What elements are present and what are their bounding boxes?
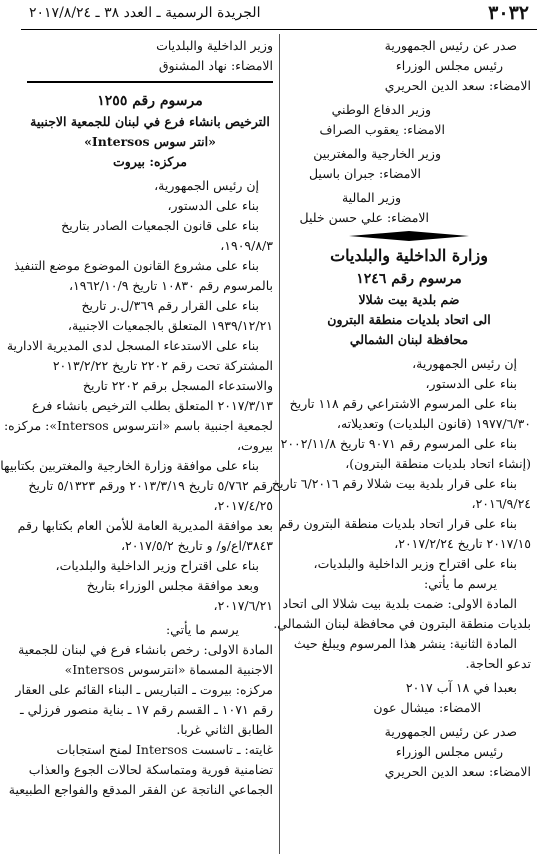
paragraph-line: بناء على مشروع القانون الموضوع موضع التنفيذ <box>14 258 259 273</box>
signature-line: رئيس مجلس الوزراء <box>395 744 503 759</box>
paragraph-line: ٢٠١٧/٦/٢١، <box>213 598 273 613</box>
paragraph-line: رقم ٥/٧٦٢ تاريخ ٢٠١٣/٣/١٩ ورقم ٥/١٣٢٣ تاريخ <box>28 478 273 493</box>
paragraph-line: (إنشاء اتحاد بلديات منطقة البترون)، <box>345 456 531 471</box>
decrees-line: يرسم ما يأتي: <box>165 622 239 637</box>
decree-subtitle: «انتر سوس Intersos» <box>84 134 216 149</box>
separator-ornament <box>287 228 531 244</box>
paragraph-line: ٣٨٤٣/اع/و/ و تاريخ ٢٠١٧/٥/٢، <box>120 538 273 553</box>
paragraph-line: بناء على المرسوم الاشتراعي رقم ١١٨ تاريخ <box>289 396 517 411</box>
paragraph-line: بناء على المرسوم رقم ٩٠٧١ تاريخ ٢٠٠٢/١١/٨ <box>280 436 517 451</box>
paragraph-line: بناء على قانون الجمعيات الصادر بتاريخ <box>61 218 259 233</box>
gazette-title: الجريدة الرسمية ـ العدد ٣٨ ـ ٢٠١٧/٨/٢٤ <box>29 5 261 21</box>
signature-line: صدر عن رئيس الجمهورية <box>384 724 517 739</box>
decree-subtitle: مركزه: بيروت <box>113 154 187 169</box>
paragraph-line: ٢٠١٧/٣/١٣ المتعلق بطلب الترخيص بانشاء فرع <box>31 398 273 413</box>
column-divider <box>279 34 280 854</box>
article-line: الطابق الثاني غربا. <box>176 722 273 737</box>
signature-line: الامضاء: نهاد المشنوق <box>158 58 273 73</box>
signature-line: وزير المالية <box>341 190 401 205</box>
separator-rule <box>27 81 273 83</box>
signature-line: الامضاء: سعد الدين الحريري <box>384 78 531 93</box>
paragraph-line: بالمرسوم رقم ١٠٨٣٠ تاريخ ١٩٦٢/١٠/٩، <box>68 278 273 293</box>
signature-line: وزير الداخلية والبلديات <box>156 38 273 53</box>
article-line: رقم ١٠٧١ ـ القسم رقم ١٧ ـ بناية منصور فرزلي ـ <box>20 702 273 717</box>
paragraph-line: بناء على الاستدعاء المسجل لدى المديرية الادارية <box>6 338 259 353</box>
date-line: بعبدا في ١٨ آب ٢٠١٧ <box>405 680 517 695</box>
paragraph-line: ٢٠١٦/٩/٢٤، <box>471 496 531 511</box>
preamble-line: إن رئيس الجمهورية، <box>154 178 259 193</box>
paragraph-line: بناء على موافقة وزارة الخارجية والمغتربين بكتابيها <box>0 458 259 473</box>
article-line: المادة الاولى: ضمت بلدية بيت شلالا الى اتحاد <box>282 596 517 611</box>
decree-title: مرسوم رقم ١٢٤٦ <box>356 271 462 287</box>
article-line: المادة الثانية: ينشر هذا المرسوم ويبلغ حيث <box>293 636 517 651</box>
signature-line: وزير الخارجية والمغتربين <box>313 146 441 161</box>
article-line: غايته: ـ تاسست Intersos لمنح استجابات <box>56 742 273 757</box>
paragraph-line: بناء على اقتراح وزير الداخلية والبلديات، <box>55 558 259 573</box>
page-header <box>21 0 537 30</box>
paragraph-line: المشتركة تحت رقم ٢٢٠٢ تاريخ ٢٠١٣/٢/٢٢ <box>52 358 273 373</box>
paragraph-line: وبعد موافقة مجلس الوزراء بتاريخ <box>86 578 259 593</box>
signature-line: وزير الدفاع الوطني <box>331 102 431 117</box>
signature-line: الامضاء: ميشال عون <box>373 700 481 715</box>
right-column <box>271 36 531 782</box>
preamble-line: بناء على الدستور، <box>425 376 517 391</box>
paragraph-line: بناء على اقتراح وزير الداخلية والبلديات، <box>313 556 517 571</box>
paragraph-line: بناء على قرار بلدية بيت شلالا رقم ٦/٢٠١٦ تاريخ <box>271 476 517 491</box>
page-number: ٣٠٣٢ <box>488 2 529 24</box>
paragraph-line: ١٩٧٧/٦/٣٠ (قانون البلديات) وتعديلاته، <box>336 416 531 431</box>
signature-line: الامضاء: علي حسن خليل <box>299 210 429 225</box>
decrees-line: يرسم ما يأتي: <box>423 576 497 591</box>
paragraph-line: بيروت، <box>237 438 273 453</box>
signature-line: الامضاء: يعقوب الصراف <box>319 122 445 137</box>
decree-subtitle: الترخيص بانشاء فرع في لبنان للجمعية الاجنبية <box>30 114 270 129</box>
article-line: تدعو الحاجة. <box>465 656 531 671</box>
paragraph-line: ٢٠١٧/١٥ تاريخ ٢٠١٧/٢/٢٤، <box>394 536 531 551</box>
article-line: المادة الاولى: رخص بانشاء فرع في لبنان للجمعية <box>18 642 273 657</box>
section-title: وزارة الداخلية والبلديات <box>330 246 488 265</box>
article-line: تضامنية فورية ومتماسكة لحالات الجوع والعذاب <box>28 762 273 777</box>
article-line: الاجنبية المسماة «انترسوس Intersos» <box>64 662 273 677</box>
paragraph-line: ١٩٣٩/١٢/٢١ المتعلق بالجمعيات الاجنبية، <box>67 318 273 333</box>
preamble-line: بناء على الدستور، <box>167 198 259 213</box>
preamble-line: إن رئيس الجمهورية، <box>412 356 517 371</box>
paragraph-line: بعد موافقة المديرية العامة للأمن العام بكتابها رقم <box>17 518 273 533</box>
article-line: مركزه: بيروت ـ التباريس ـ البناء القائم على العقار <box>15 682 273 697</box>
decree-subtitle: محافظة لبنان الشمالي <box>349 332 469 347</box>
article-line: بلديات منطقة البترون في محافظة لبنان الشمالي. <box>273 616 531 631</box>
signature-line: صدر عن رئيس الجمهورية <box>384 38 517 53</box>
left-column <box>0 36 273 800</box>
article-line: الجماعي الناتجة عن الفقر المدقع والفواجع الطبيعية <box>8 782 273 797</box>
signature-line: الامضاء: سعد الدين الحريري <box>384 764 531 779</box>
decree-title: مرسوم رقم ١٢٥٥ <box>97 93 203 109</box>
paragraph-line: ١٩٠٩/٨/٣، <box>220 238 273 253</box>
signature-line: رئيس مجلس الوزراء <box>395 58 503 73</box>
paragraph-line: والاستدعاء المسجل برقم ٢٢٠٢ تاريخ <box>82 378 273 393</box>
paragraph-line: بناء على القرار رقم ٣٦٩/ل.ر تاريخ <box>81 298 259 313</box>
signature-line: الامضاء: جبران باسيل <box>308 166 421 181</box>
paragraph-line: لجمعية اجنبية باسم «انترسوس Intersos»: مركزه: <box>3 418 273 433</box>
decree-subtitle: الى اتحاد بلديات منطقة البترون <box>327 312 491 327</box>
decree-subtitle: ضم بلدية بيت شلالا <box>358 292 460 307</box>
paragraph-line: بناء على قرار اتحاد بلديات منطقة البترون رقم <box>279 516 517 531</box>
paragraph-line: ٢٠١٧/٤/٢٥، <box>213 498 273 513</box>
